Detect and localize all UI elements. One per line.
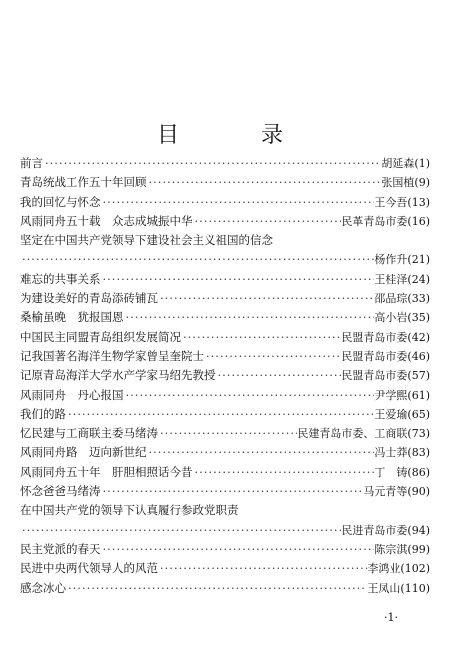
toc-entry bbox=[20, 425, 430, 444]
page-number: ·1· bbox=[384, 611, 398, 624]
toc-entry bbox=[20, 174, 430, 193]
toc-entry bbox=[20, 309, 430, 328]
toc-entry-title: 青岛统战工作五十年回顾 bbox=[20, 175, 147, 190]
toc-entry-title: 坚定在中国共产党领导下建设社会主义祖国的信念 bbox=[20, 233, 273, 248]
toc-entry bbox=[20, 348, 430, 367]
toc-entry-author-page: 王凤山(110) bbox=[367, 581, 430, 595]
table-of-contents bbox=[20, 155, 430, 599]
toc-entry-title: 我的回忆与怀念 bbox=[20, 194, 101, 209]
toc-entry-title: 民主党派的春天 bbox=[20, 541, 101, 556]
toc-entry-continuation bbox=[20, 251, 430, 270]
toc-entry-title: 民进中央两代领导人的风范 bbox=[20, 561, 158, 576]
toc-entry-title: 桑榆虽晚 犹报国恩 bbox=[20, 310, 124, 325]
toc-entry bbox=[20, 329, 430, 348]
toc-entry-title: 记原青岛海洋大学水产学家马绍先教授 bbox=[20, 368, 216, 383]
toc-entry bbox=[20, 367, 430, 386]
leader-dots bbox=[181, 330, 341, 344]
toc-entry-title: 前言 bbox=[20, 156, 43, 170]
leader-dots bbox=[147, 445, 375, 459]
leader-dots bbox=[43, 156, 381, 170]
toc-entry bbox=[20, 406, 430, 425]
leader-dots bbox=[124, 388, 375, 402]
toc-entry-author-page: 丁 铸(86) bbox=[374, 465, 430, 479]
toc-entry-author-page: 民革青岛市委(16) bbox=[341, 214, 430, 228]
toc-entry-author-page: 民进青岛市委(94) bbox=[341, 523, 430, 537]
leader-dots bbox=[66, 581, 367, 595]
toc-entry-title: 风雨同舟五十年 肝胆相照话今昔 bbox=[20, 464, 193, 479]
toc-entry-title: 风雨同舟路 迈向新世纪 bbox=[20, 445, 147, 460]
toc-entry-title: 风雨同舟五十载 众志成城振中华 bbox=[20, 213, 193, 228]
leader-dots bbox=[147, 175, 382, 189]
toc-entry-continuation bbox=[20, 522, 430, 541]
leader-dots bbox=[66, 407, 374, 421]
page-title: 目 录 bbox=[156, 123, 313, 148]
toc-entry bbox=[20, 387, 430, 406]
leader-dots bbox=[158, 561, 367, 575]
toc-entry-author-page: 张国植(9) bbox=[381, 176, 430, 190]
toc-entry bbox=[20, 580, 430, 599]
toc-entry bbox=[20, 290, 430, 309]
toc-entry-title: 我们的路 bbox=[20, 406, 66, 421]
toc-entry bbox=[20, 483, 430, 502]
toc-entry-author-page: 民盟青岛市委(46) bbox=[341, 349, 430, 363]
toc-entry-author-page: 高小岩(35) bbox=[374, 311, 430, 325]
leader-dots bbox=[158, 291, 374, 305]
leader-dots bbox=[193, 465, 375, 479]
toc-entry bbox=[20, 271, 430, 290]
toc-entry bbox=[20, 464, 430, 483]
toc-entry-title: 在中国共产党的领导下认真履行参政党职责 bbox=[20, 503, 239, 518]
toc-entry-title: 怀念爸爸马绪涛 bbox=[20, 484, 101, 499]
toc-entry-author-page: 马元青等(90) bbox=[363, 485, 430, 499]
toc-entry-title: 中国民主同盟青岛组织发展简况 bbox=[20, 329, 181, 344]
leader-dots bbox=[101, 195, 375, 209]
toc-entry-author-page: 王桂泽(24) bbox=[374, 272, 430, 286]
toc-entry-author-page: 民建青岛市委、工商联(73) bbox=[297, 427, 430, 441]
toc-entry-title: 感念冰心 bbox=[20, 580, 66, 595]
toc-entry-author-page: 民盟青岛市委(57) bbox=[341, 369, 430, 383]
leader-dots bbox=[20, 252, 374, 266]
toc-entry-title: 忆民建与工商联主委马绪涛 bbox=[20, 426, 158, 441]
leader-dots bbox=[20, 523, 341, 537]
leader-dots bbox=[124, 310, 375, 324]
toc-entry-author-page: 冯士莽(83) bbox=[374, 446, 430, 460]
toc-entry bbox=[20, 541, 430, 560]
toc-entry-author-page: 杨作升(21) bbox=[374, 253, 430, 267]
toc-entry-title: 风雨同舟 丹心报国 bbox=[20, 387, 124, 402]
leader-dots bbox=[101, 484, 364, 498]
toc-entry bbox=[20, 194, 430, 213]
toc-entry-author-page: 民盟青岛市委(42) bbox=[341, 330, 430, 344]
toc-entry-author-page: 李鸿业(102) bbox=[367, 562, 430, 576]
toc-entry bbox=[20, 444, 430, 463]
toc-entry bbox=[20, 232, 430, 251]
leader-dots bbox=[204, 349, 341, 363]
toc-entry-author-page: 胡延森(1) bbox=[381, 157, 430, 170]
toc-entry bbox=[20, 502, 430, 521]
toc-entry-author-page: 王今吾(13) bbox=[374, 195, 430, 209]
leader-dots bbox=[216, 368, 342, 382]
leader-dots bbox=[193, 214, 342, 228]
toc-entry-title: 记我国著名海洋生物学家曾呈奎院士 bbox=[20, 348, 204, 363]
toc-entry-author-page: 尹学熙(61) bbox=[374, 388, 430, 402]
toc-entry bbox=[20, 213, 430, 232]
toc-entry-title: 为建设美好的青岛添砖铺瓦 bbox=[20, 291, 158, 306]
toc-entry-author-page: 陈宗淇(99) bbox=[374, 542, 430, 556]
leader-dots bbox=[101, 272, 375, 286]
toc-entry bbox=[20, 155, 430, 174]
toc-entry-title: 难忘的共事关系 bbox=[20, 271, 101, 286]
leader-dots bbox=[101, 542, 375, 556]
toc-entry-author-page: 王爱瑜(65) bbox=[374, 407, 430, 421]
toc-entry bbox=[20, 560, 430, 579]
toc-entry-author-page: 邵品琮(33) bbox=[374, 292, 430, 306]
leader-dots bbox=[158, 426, 297, 440]
